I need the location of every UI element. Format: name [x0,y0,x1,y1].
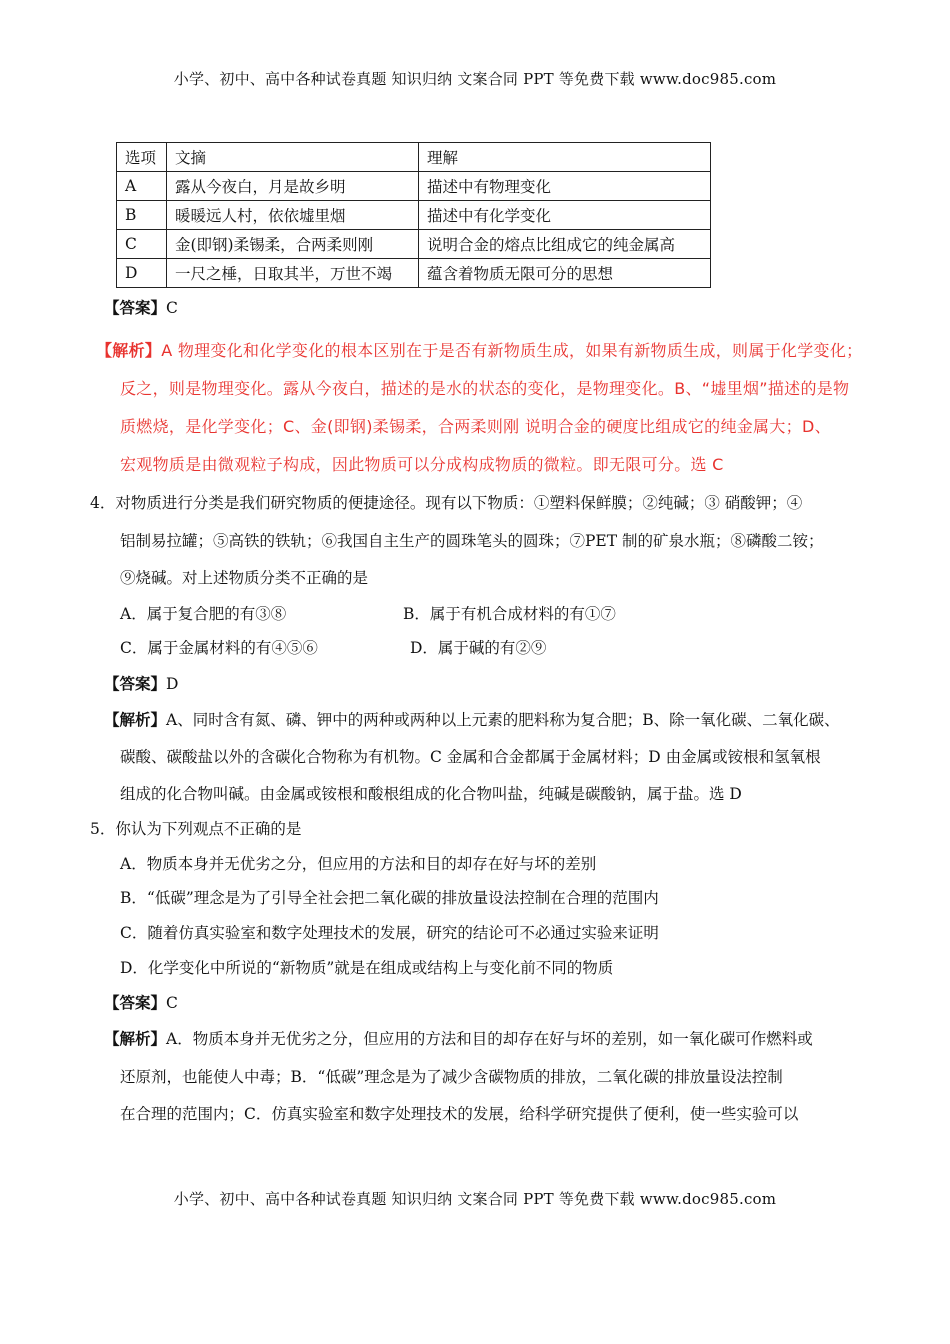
answer-value: D [166,675,179,693]
table-header-cell: 选项 [117,143,167,172]
answer-label: 【答案】 [104,298,167,317]
table-cell: 蕴含着物质无限可分的思想 [419,259,711,288]
q3-analysis-line: 宏观物质是由微观粒子构成，因此物质可以分成构成物质的微粒。即无限可分。选 C [120,455,724,474]
analysis-label: 【解析】 [104,1029,167,1048]
table-cell: A [117,172,167,201]
table-header-cell: 文摘 [167,143,419,172]
answer-value: C [166,299,178,317]
q4-analysis-line [104,710,840,730]
table-header-row [117,143,711,172]
table-cell: 说明合金的熔点比组成它的纯金属高 [419,230,711,259]
q4-analysis-line: 碳酸、碳酸盐以外的含碳化合物称为有机物。C 金属和合金都属于金属材料；D 由金属或铵根和氢氧根 [120,748,821,766]
q3-analysis-line [96,340,862,362]
q4-option-a: A．属于复合肥的有③⑧ [120,605,287,623]
table-cell: 描述中有物理变化 [419,172,711,201]
q4-option-d: D．属于碱的有②⑨ [410,639,547,657]
q4-option-b: B．属于有机合成材料的有①⑦ [403,605,616,623]
q5-option: A．物质本身并无优劣之分，但应用的方法和目的却存在好与坏的差别 [120,855,597,873]
q4-option-c: C．属于金属材料的有④⑤⑥ [120,639,318,657]
table-cell: B [117,201,167,230]
analysis-text: A．物质本身并无优劣之分，但应用的方法和目的却存在好与坏的差别，如一氧化碳可作燃料或 [166,1030,813,1048]
q5-analysis-line: 还原剂，也能使人中毒；B．“低碳”理念是为了减少含碳物质的排放，二氧化碳的排放量设法控制 [120,1068,783,1086]
q5-stem: 5．你认为下列观点不正确的是 [90,820,302,838]
q5-analysis-line: 在合理的范围内；C．仿真实验室和数字处理技术的发展，给科学研究提供了便利，使一些实验可以 [120,1105,799,1123]
q5-analysis-line [104,1029,813,1049]
q4-stem-line: 铝制易拉罐；⑤高铁的铁轨；⑥我国自主生产的圆珠笔头的圆珠；⑦PET 制的矿泉水瓶；⑧磷酸二铵； [120,532,824,550]
table-cell: C [117,230,167,259]
q5-option: C．随着仿真实验室和数字处理技术的发展，研究的结论可不必通过实验来证明 [120,924,659,942]
page-footer: 小学、初中、高中各种试卷真题 知识归纳 文案合同 PPT 等免费下载 www.doc985.com [173,1190,777,1208]
answer-value: C [166,994,178,1012]
q5-answer [104,993,178,1013]
page-header: 小学、初中、高中各种试卷真题 知识归纳 文案合同 PPT 等免费下载 www.doc985.com [173,70,777,88]
table-cell: 金(即钢)柔锡柔，合两柔则刚 [167,230,419,259]
analysis-label: 【解析】 [96,341,162,360]
table-cell: 露从今夜白，月是故乡明 [167,172,419,201]
table-cell: 一尺之棰，日取其半，万世不竭 [167,259,419,288]
q3-answer [104,298,178,318]
table-cell: 描述中有化学变化 [419,201,711,230]
analysis-text: A、同时含有氮、磷、钾中的两种或两种以上元素的肥料称为复合肥；B、除一氧化碳、二氧化碳、 [166,711,840,729]
q5-option: B．“低碳”理念是为了引导全社会把二氧化碳的排放量设法控制在合理的范围内 [120,889,659,907]
q4-answer [104,674,178,694]
table-row [117,172,711,201]
analysis-label: 【解析】 [104,710,167,729]
q4-stem-line: ⑨烧碱。对上述物质分类不正确的是 [120,569,369,587]
q4-stem-line: 4．对物质进行分类是我们研究物质的便捷途径。现有以下物质：①塑料保鲜膜；②纯碱；③ 硝酸钾；④ [90,494,803,512]
analysis-text: A 物理变化和化学变化的根本区别在于是否有新物质生成，如果有新物质生成，则属于化学变化； [161,341,863,360]
q4-analysis-line: 组成的化合物叫碱。由金属或铵根和酸根组成的化合物叫盐，纯碱是碳酸钠，属于盐。选 D [120,785,742,803]
q3-analysis-line: 质燃烧，是化学变化；C、金(即钢)柔锡柔，合两柔则刚 说明合金的硬度比组成它的纯金属大；D、 [120,417,831,436]
table-row [117,259,711,288]
table-row [117,230,711,259]
options-table [116,142,711,288]
answer-label: 【答案】 [104,993,167,1012]
table-header-cell: 理解 [419,143,711,172]
table-cell: 暖暖远人村，依依墟里烟 [167,201,419,230]
table-row [117,201,711,230]
answer-label: 【答案】 [104,674,167,693]
q3-analysis-line: 反之，则是物理变化。露从今夜白，描述的是水的状态的变化，是物理变化。B、“墟里烟”描述的是物 [120,379,850,398]
q5-option: D．化学变化中所说的“新物质”就是在组成或结构上与变化前不同的物质 [120,959,614,977]
table-cell: D [117,259,167,288]
